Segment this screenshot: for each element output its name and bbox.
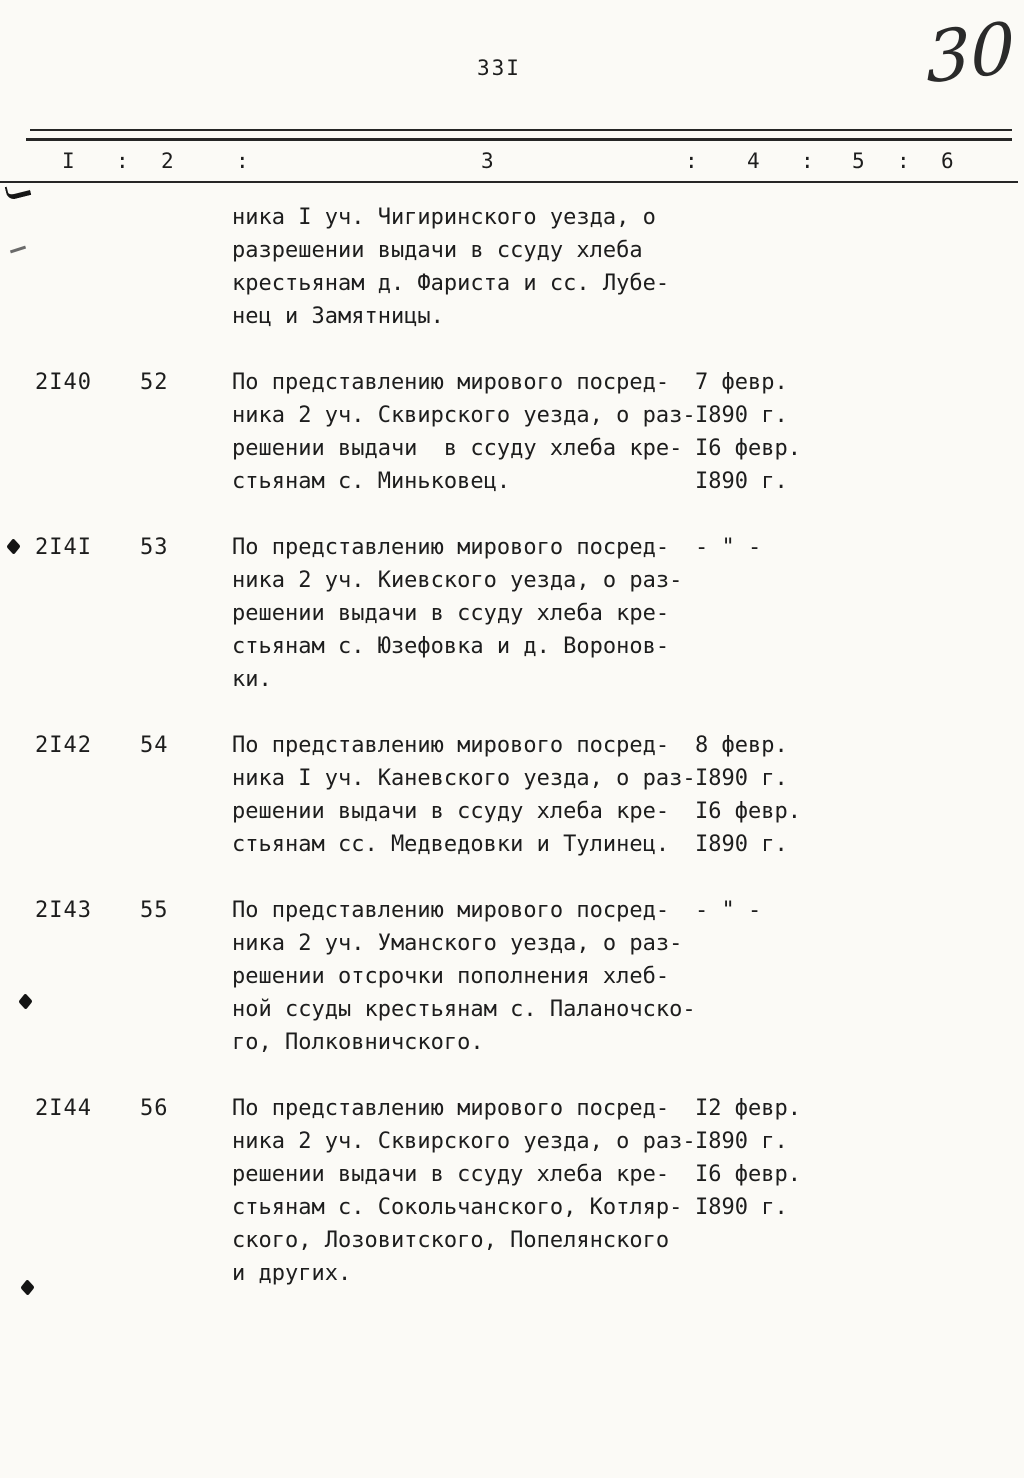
entry-text-line: ского, Лозовитского, Попелянского (232, 1228, 670, 1253)
column-separator: : (897, 149, 910, 173)
column-separator: : (236, 149, 249, 173)
entry-date: I890 г. (695, 403, 788, 428)
entry-num: 56 (140, 1096, 169, 1121)
entry-text-line: стьянам сс. Медведовки и Тулинец. (232, 832, 670, 857)
ink-blot-icon (6, 538, 20, 555)
column-separator: : (685, 149, 698, 173)
entry-text-line: ника 2 уч. Сквирского уезда, о раз- (232, 403, 696, 428)
entry-text-line: По представлению мирового посред- (232, 535, 670, 560)
entry-id: 2I4I (35, 535, 92, 560)
column-header-5: 5 (852, 149, 865, 173)
entry-date: I6 февр. (695, 799, 801, 824)
entry-date: I6 февр. (695, 1162, 801, 1187)
entry-text-line: решении выдачи в ссуду хлеба кре- (232, 601, 670, 626)
entry-text-line: ника 2 уч. Уманского уезда, о раз- (232, 931, 683, 956)
entry-text-line: ной ссуды крестьянам с. Паланочско- (232, 997, 696, 1022)
column-header-6: 6 (941, 149, 954, 173)
entry-text-line: го, Полковничского. (232, 1030, 484, 1055)
entry-text-line: ника I уч. Каневского уезда, о раз- (232, 766, 696, 791)
page-number: 33I (477, 56, 521, 80)
entry-text-line: нец и Замятницы. (232, 304, 444, 329)
column-header-4: 4 (747, 149, 760, 173)
column-header-3: 3 (481, 149, 494, 173)
entry-id: 2I43 (35, 898, 92, 923)
entry-date: I890 г. (695, 832, 788, 857)
horizontal-rule-top (30, 129, 1012, 131)
entry-text-line: По представлению мирового посред- (232, 370, 670, 395)
entry-date: I890 г. (695, 469, 788, 494)
entry-text-line: ника I уч. Чигиринского уезда, о (232, 205, 656, 230)
column-header-1: I (62, 149, 75, 173)
entry-date: 8 февр. (695, 733, 788, 758)
entry-date: - " - (695, 898, 762, 923)
table-column-header-row (0, 149, 1024, 175)
entry-text-line: решении выдачи в ссуду хлеба кре- (232, 799, 670, 824)
pen-dash-icon (10, 246, 26, 254)
entry-date: 7 февр. (695, 370, 788, 395)
entry-date: I2 февр. (695, 1096, 801, 1121)
entry-num: 54 (140, 733, 169, 758)
entry-num: 52 (140, 370, 169, 395)
ink-blot-icon (20, 1279, 34, 1296)
entry-text-line: стьянам с. Сокольчанского, Котляр- (232, 1195, 683, 1220)
entry-id: 2I44 (35, 1096, 92, 1121)
column-separator: : (801, 149, 814, 173)
entry-text-line: решении выдачи в ссуду хлеба кре- (232, 436, 683, 461)
entry-text-line: решении выдачи в ссуду хлеба кре- (232, 1162, 670, 1187)
entry-num: 53 (140, 535, 169, 560)
horizontal-rule-under-header (0, 181, 1018, 183)
column-separator: : (116, 149, 129, 173)
entry-text-line: ника 2 уч. Киевского уезда, о раз- (232, 568, 683, 593)
entry-date: I6 февр. (695, 436, 801, 461)
entry-text-line: и других. (232, 1261, 352, 1286)
entry-text-line: По представлению мирового посред- (232, 733, 670, 758)
entry-text-line: По представлению мирового посред- (232, 1096, 670, 1121)
entry-date: I890 г. (695, 1195, 788, 1220)
ink-blot-icon (18, 993, 32, 1010)
entry-text-line: крестьянам д. Фариста и сс. Лубе- (232, 271, 670, 296)
entry-text-line: По представлению мирового посред- (232, 898, 670, 923)
entry-num: 55 (140, 898, 169, 923)
entry-date: I890 г. (695, 1129, 788, 1154)
entry-id: 2I42 (35, 733, 92, 758)
column-header-2: 2 (161, 149, 174, 173)
entry-text-line: решении отсрочки пополнения хлеб- (232, 964, 670, 989)
entry-text-line: стьянам с. Миньковец. (232, 469, 511, 494)
entry-text-line: ника 2 уч. Сквирского уезда, о раз- (232, 1129, 696, 1154)
entry-text-line: ки. (232, 667, 272, 692)
entry-id: 2I40 (35, 370, 92, 395)
entry-text-line: разрешении выдачи в ссуду хлеба (232, 238, 643, 263)
entry-date: I890 г. (695, 766, 788, 791)
handwritten-page-mark: 30 (925, 6, 1016, 100)
pen-mark-icon (5, 181, 32, 200)
horizontal-rule-top-bold (26, 138, 1012, 141)
entry-date: - " - (695, 535, 762, 560)
entry-text-line: стьянам с. Юзефовка и д. Воронов- (232, 634, 670, 659)
